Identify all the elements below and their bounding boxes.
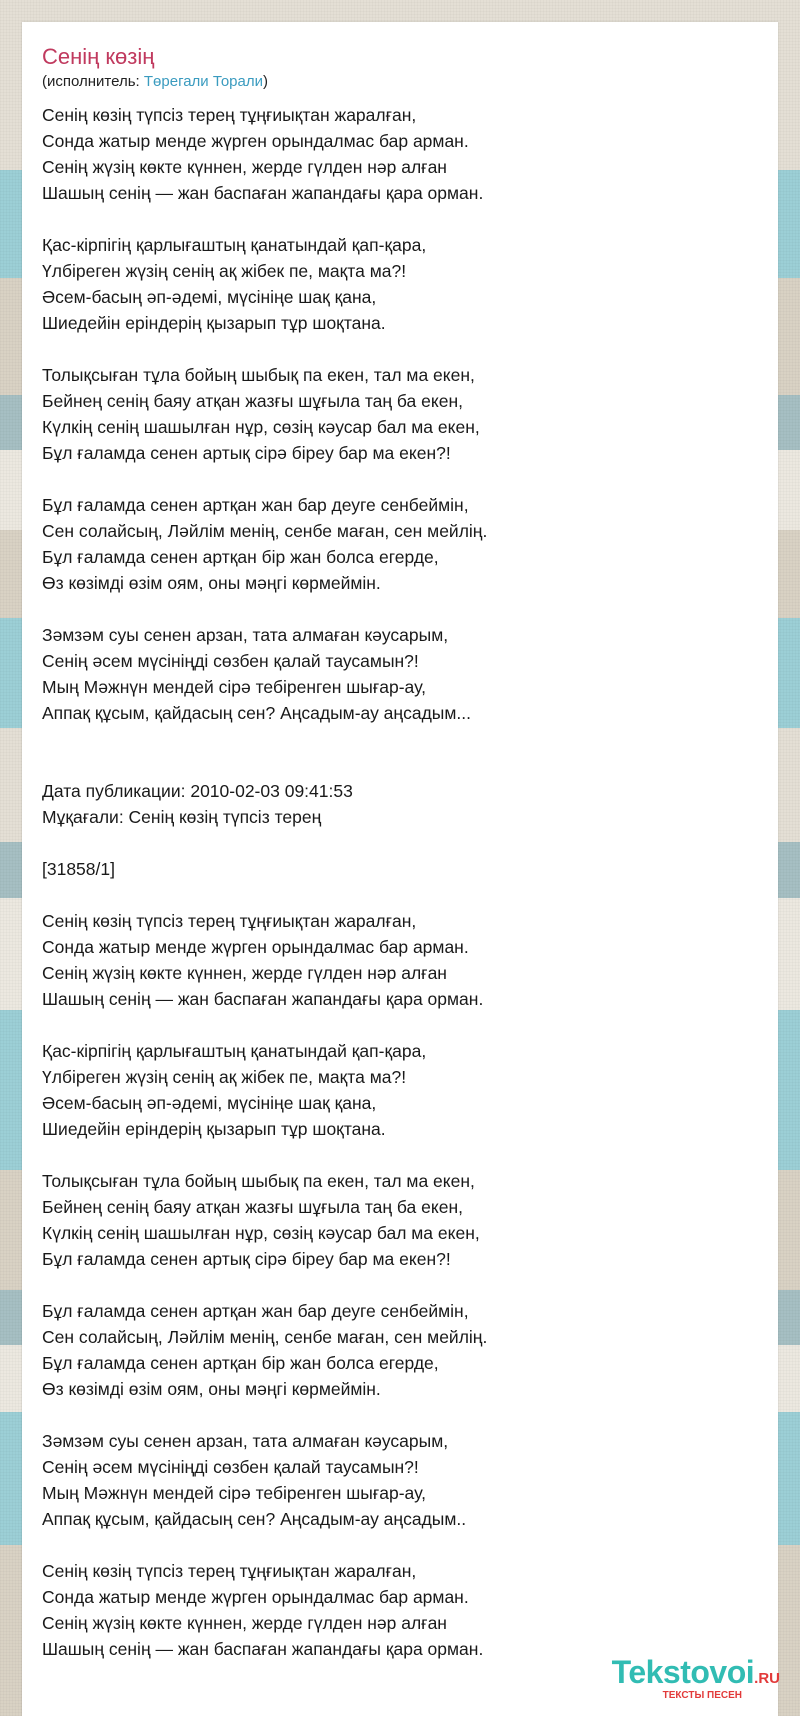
lyric-line: Сенің көзің түпсіз терең тұңғиықтан жаралған,: [42, 105, 417, 125]
lyric-line: Сенің әсем мүсініңді сөзбен қалай таусамын?!: [42, 651, 419, 671]
logo-tagline: ТЕКСТЫ ПЕСЕН: [662, 1690, 742, 1701]
lyric-line: Сонда жатыр менде жүрген орындалмас бар арман.: [42, 1587, 469, 1607]
stanza: [42, 1558, 762, 1662]
stanza: [42, 362, 762, 466]
lyric-line: Өз көзімді өзім оям, оны мәңгі көрмеймін.: [42, 1379, 381, 1399]
publication-date: Дата публикации: 2010-02-03 09:41:53: [42, 781, 353, 801]
lyric-line: Аппақ құсым, қайдасың сен? Аңсадым-ау аңсадым..: [42, 1509, 467, 1529]
lyrics-body: [42, 102, 762, 1688]
lyric-line: Сенің жүзің көкте күннен, жерде гүлден нәр алған: [42, 157, 447, 177]
lyric-line: Мың Мәжнүн мендей сірә тебіренген шығар-ау,: [42, 677, 426, 697]
lyric-line: Аппақ құсым, қайдасың сен? Аңсадым-ау аңсадым...: [42, 703, 471, 723]
performer-suffix: ): [263, 73, 268, 90]
lyric-line: Шашың сенің — жан баспаған жапандағы қара орман.: [42, 1639, 484, 1659]
lyric-line: Толықсыған тұла бойың шыбық па екен, тал ма екен,: [42, 365, 475, 385]
lyric-line: Күлкің сенің шашылған нұр, сөзің кәусар бал ма екен,: [42, 1223, 480, 1243]
lyric-line: Қас-кірпігің қарлығаштың қанатындай қап-қара,: [42, 235, 427, 255]
stanza: [42, 908, 762, 1012]
lyric-line: Бұл ғаламда сенен артқан жан бар деуге сенбеймін,: [42, 495, 469, 515]
song-title: Сенің көзің: [42, 44, 155, 69]
lyric-line: Сенің жүзің көкте күннен, жерде гүлден нәр алған: [42, 963, 447, 983]
lyric-line: Сенің әсем мүсініңді сөзбен қалай таусамын?!: [42, 1457, 419, 1477]
lyric-line: Шашың сенің — жан баспаған жапандағы қара орман.: [42, 183, 484, 203]
lyric-line: Бұл ғаламда сенен артқан бір жан болса егерде,: [42, 1353, 439, 1373]
performer-link[interactable]: Төрегали Торали: [143, 73, 263, 90]
lyric-line: Сенің көзің түпсіз терең тұңғиықтан жаралған,: [42, 1561, 417, 1581]
lyric-line: Бұл ғаламда сенен артқан бір жан болса егерде,: [42, 547, 439, 567]
stanza: [42, 622, 762, 726]
logo-brand: Tekstovoi: [611, 1654, 755, 1690]
lyric-line: Зәмзәм суы сенен арзан, тата алмаған кәусарым,: [42, 1431, 449, 1451]
lyric-line: Бұл ғаламда сенен артқан жан бар деуге сенбеймін,: [42, 1301, 469, 1321]
lyric-line: Бейнең сенің баяу атқан жазғы шұғыла таң ба екен,: [42, 1197, 463, 1217]
lyric-line: Бұл ғаламда сенен артық сірә біреу бар ма екен?!: [42, 1249, 451, 1269]
lyrics-card: [22, 22, 778, 1716]
site-logo[interactable]: [570, 1654, 780, 1704]
lyric-line: Зәмзәм суы сенен арзан, тата алмаған кәусарым,: [42, 625, 449, 645]
lyric-line: Сонда жатыр менде жүрген орындалмас бар арман.: [42, 937, 469, 957]
lyrics-section-bottom: [42, 908, 762, 1662]
lyric-line: Шиедейін еріндерің қызарып тұр шоқтана.: [42, 313, 386, 333]
publication-meta: [42, 778, 762, 882]
lyric-line: Әсем-басың әп-әдемі, мүсініңе шақ қана,: [42, 1093, 377, 1113]
lyric-line: Сен солайсың, Ләйлім менің, сенбе маған, сен мейлің.: [42, 521, 488, 541]
lyric-line: Өз көзімді өзім оям, оны мәңгі көрмеймін.: [42, 573, 381, 593]
lyric-line: Бейнең сенің баяу атқан жазғы шұғыла таң ба екен,: [42, 391, 463, 411]
lyrics-section-top: [42, 102, 762, 726]
lyric-line: Толықсыған тұла бойың шыбық па екен, тал ма екен,: [42, 1171, 475, 1191]
song-id: [31858/1]: [42, 859, 115, 879]
lyric-line: Әсем-басың әп-әдемі, мүсініңе шақ қана,: [42, 287, 377, 307]
lyric-line: Қас-кірпігің қарлығаштың қанатындай қап-қара,: [42, 1041, 427, 1061]
lyric-line: Сенің көзің түпсіз терең тұңғиықтан жаралған,: [42, 911, 417, 931]
stanza: [42, 232, 762, 336]
performer-line: [42, 73, 268, 90]
stanza: [42, 1168, 762, 1272]
lyric-line: Үлбіреген жүзің сенің ақ жібек пе, мақта ма?!: [42, 1067, 407, 1087]
lyric-line: Бұл ғаламда сенен артық сірә біреу бар ма екен?!: [42, 443, 451, 463]
logo-tld: .RU: [754, 1670, 780, 1687]
stanza: [42, 102, 762, 206]
stanza: [42, 1428, 762, 1532]
performer-prefix: (исполнитель:: [42, 73, 144, 90]
lyric-line: Сенің жүзің көкте күннен, жерде гүлден нәр алған: [42, 1613, 447, 1633]
stanza: [42, 1038, 762, 1142]
stanza: [42, 1298, 762, 1402]
lyric-line: Шиедейін еріндерің қызарып тұр шоқтана.: [42, 1119, 386, 1139]
lyric-line: Сен солайсың, Ләйлім менің, сенбе маған, сен мейлің.: [42, 1327, 488, 1347]
lyric-line: Шашың сенің — жан баспаған жапандағы қара орман.: [42, 989, 484, 1009]
stanza: [42, 492, 762, 596]
lyric-line: Мың Мәжнүн мендей сірә тебіренген шығар-ау,: [42, 1483, 426, 1503]
lyric-line: Үлбіреген жүзің сенің ақ жібек пе, мақта ма?!: [42, 261, 407, 281]
lyric-line: Күлкің сенің шашылған нұр, сөзің кәусар бал ма екен,: [42, 417, 480, 437]
mukagali-line: Мұқағали: Сенің көзің түпсіз терең: [42, 807, 322, 827]
lyric-line: Сонда жатыр менде жүрген орындалмас бар арман.: [42, 131, 469, 151]
